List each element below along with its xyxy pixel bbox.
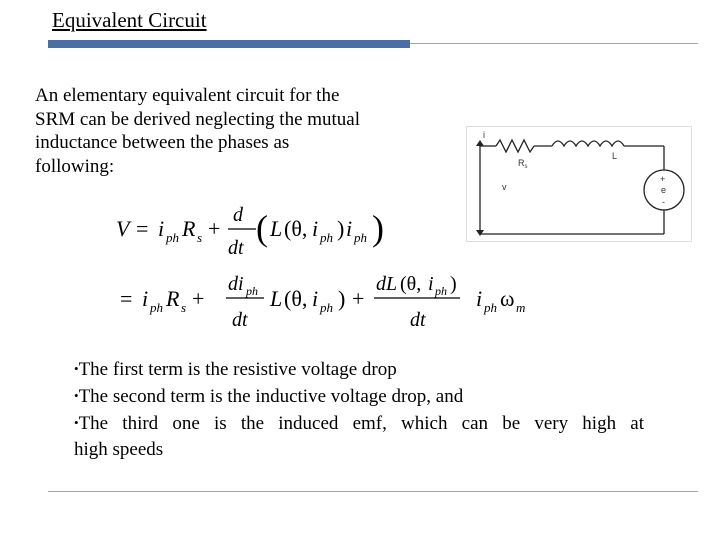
svg-text:L: L: [270, 216, 283, 241]
bullet-text: The first term is the resistive voltage drop: [78, 359, 397, 380]
svg-text:(θ,: (θ,: [284, 286, 308, 311]
svg-text:L: L: [270, 286, 283, 311]
svg-text:i: i: [142, 286, 149, 311]
resistor-icon: [496, 140, 534, 152]
svg-text:i: i: [476, 286, 483, 311]
svg-text:i: i: [428, 273, 434, 295]
svg-text:(θ,: (θ,: [400, 273, 422, 295]
source-label: e: [661, 185, 667, 195]
resistor-label: $R_s$: [518, 158, 528, 170]
svg-text:s: s: [181, 300, 187, 315]
svg-text:(θ,: (θ,: [284, 216, 308, 241]
svg-text:di: di: [228, 273, 244, 295]
svg-text:dt: dt: [410, 309, 426, 331]
bullet-item: [74, 356, 644, 383]
title-rule-line: [410, 43, 698, 44]
svg-text:s: s: [197, 230, 203, 245]
svg-text:dt: dt: [228, 237, 244, 259]
svg-text:(: (: [256, 208, 268, 248]
bullet-item: [74, 410, 644, 437]
inductor-icon: [552, 141, 624, 146]
bullet-text: The third one is the induced emf, which can be very high at: [78, 413, 644, 434]
svg-text:=: =: [136, 216, 149, 241]
source-plus: +: [660, 174, 666, 184]
bullet-icon: •: [74, 415, 79, 430]
svg-text:ph: ph: [354, 230, 367, 245]
svg-text:): ): [337, 216, 345, 241]
svg-text:ω: ω: [500, 286, 515, 311]
svg-text:i: i: [346, 216, 353, 241]
svg-text:dt: dt: [232, 309, 248, 331]
intro-line: An elementary equivalent circuit for the: [35, 85, 340, 106]
svg-text:ph: ph: [246, 284, 258, 298]
svg-text:+: +: [192, 286, 205, 311]
bullet-list: [74, 356, 644, 463]
svg-text:i: i: [312, 286, 319, 311]
svg-text:+: +: [352, 286, 365, 311]
svg-text:i: i: [158, 216, 165, 241]
bottom-rule-line: [48, 491, 698, 492]
intro-line: SRM can be derived neglecting the mutual: [35, 108, 361, 130]
svg-text:ph: ph: [166, 230, 179, 245]
voltage-equation: [110, 196, 550, 346]
svg-text:ph: ph: [435, 284, 447, 298]
bullet-continuation: high speeds: [74, 439, 164, 460]
bullet-item: [74, 383, 644, 410]
title-accent-bar: [48, 40, 410, 48]
svg-text:i: i: [312, 216, 319, 241]
svg-text:): ): [372, 208, 384, 248]
current-label: i: [483, 130, 485, 140]
svg-text:=: =: [120, 286, 133, 311]
bullet-icon: •: [74, 361, 79, 376]
svg-text:): ): [338, 286, 346, 311]
svg-text:ph: ph: [484, 300, 497, 315]
intro-line: following:: [35, 155, 115, 177]
slide-title: Equivalent Circuit: [52, 8, 207, 32]
svg-text:): ): [450, 273, 457, 295]
svg-text:R: R: [166, 286, 180, 311]
bullet-text: The second term is the inductive voltage drop, and: [78, 386, 464, 407]
svg-text:+: +: [208, 216, 221, 241]
svg-text:ph: ph: [320, 300, 333, 315]
svg-text:ph: ph: [150, 300, 163, 315]
bullet-icon: •: [74, 388, 79, 403]
svg-text:d: d: [233, 204, 243, 226]
current-arrow-icon: [476, 140, 484, 146]
inductor-label: L: [612, 151, 618, 161]
svg-text:m: m: [516, 300, 526, 315]
intro-line: inductance between the phases as: [35, 132, 290, 153]
svg-text:R: R: [182, 216, 196, 241]
svg-text:ph: ph: [320, 230, 333, 245]
svg-text:V: V: [116, 216, 130, 241]
voltage-label: v: [502, 182, 507, 192]
source-minus: -: [662, 197, 665, 207]
svg-text:dL: dL: [376, 273, 398, 295]
intro-paragraph: [35, 84, 435, 178]
